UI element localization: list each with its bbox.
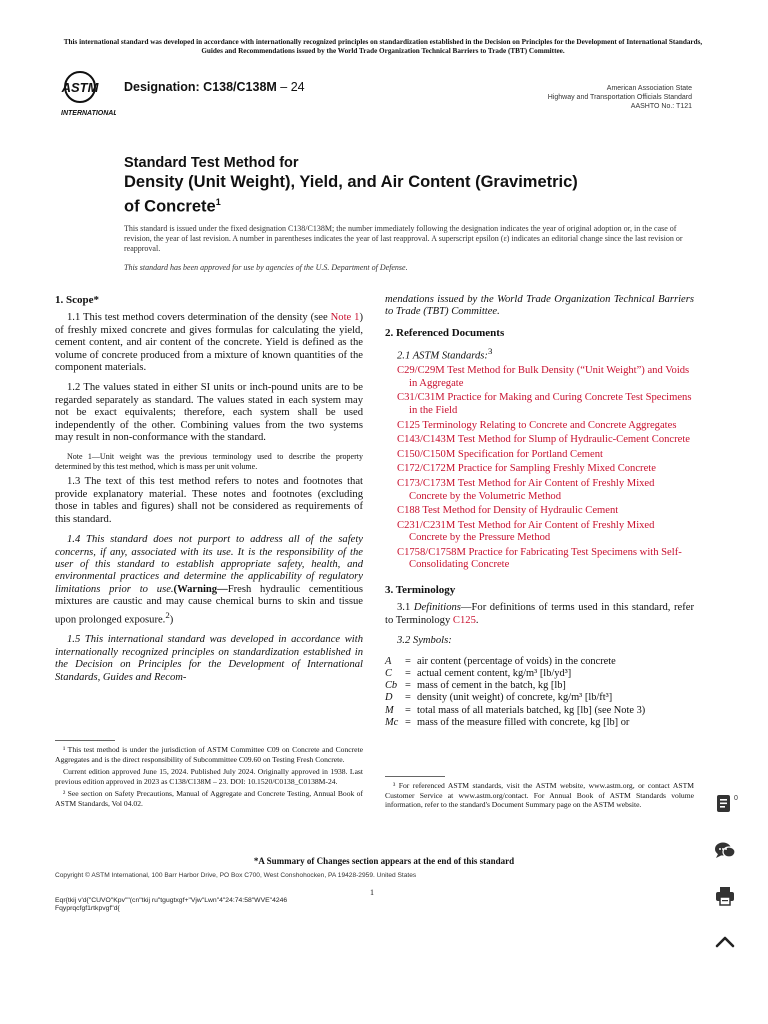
title-line-1: Standard Test Method for [124,155,299,171]
reference-code-link[interactable]: C172/C172M [397,463,456,475]
reference-title[interactable]: Test Method for Slump of Hydraulic-Cement Concrete [455,434,691,446]
symbol: Mc [385,716,399,728]
badge-count: 0 [734,795,738,802]
document-button[interactable] [711,790,739,818]
reference-item [385,505,694,518]
astm-logo [58,66,116,118]
symbol-definition: density (unit weight) of concrete, kg/m³ [lb/ft³] [417,692,613,704]
text: . [475,614,479,626]
reference-title[interactable]: Test Method for Density of Hydraulic Cement [419,505,619,517]
reference-code-link[interactable]: C173/C173M [397,477,456,489]
footnote-1-edition: Current edition approved June 15, 2024. Published July 2024. Originally approved in 1938. Last previous edition approved in 2023 as C138/C138M – 23. DOI: 10.1520/C0138_C0138M-24. [55,767,363,786]
title-line-2: Density (Unit Weight), Yield, and Air Content (Gravimetric) [124,173,578,191]
chat-icon [712,837,738,863]
summary-notice: *A Summary of Changes section appears at the end of this standard [253,856,515,866]
astm-standards-label [397,345,694,363]
reference-item [385,478,694,503]
designation-label: Designation: C138/C138M [124,80,277,94]
paragraph-1-5: 1.5 This international standard was developed in accordance with internationally recognized principles on standardization established in the Decision on Principles for the Development of International Standards, Guides and Recom- [55,634,363,683]
reference-title[interactable]: Specification for Portland Cement [455,448,603,460]
symbol-definition: mass of cement in the batch, kg [lb] [417,680,566,692]
designation [124,80,305,94]
footnote-2: ² See section on Safety Precautions, Manual of Aggregate and Concrete Testing, Annual Book of ASTM Standards, Vol 04.02. [55,789,363,808]
section-heading: 3. Terminology [385,584,456,597]
text: ) of freshly mixed concrete and gives formulas for calculating the yield, cement content, and air content of the concrete. Yield is defined as the volume of concrete produced from a mixture of known quantities of the component materials. [55,312,363,374]
paragraph-1-4 [55,534,363,626]
reference-item [385,520,694,545]
print-icon [712,883,738,909]
reference-title[interactable]: Test Method for Bulk Density (“Unit Weight”) and Voids in Aggregate [409,365,690,389]
note-1-link[interactable]: Note 1 [330,312,360,324]
symbol: C [385,667,392,679]
logo-subtext: INTERNATIONAL [61,110,116,117]
footnote-1: ¹ This test method is under the jurisdiction of ASTM Committee C09 on Concrete and Concrete Aggregates and is the direct responsibility of Subcommittee C09.60 on Testing Fresh Concrete. [55,745,363,764]
footnotes-right [385,776,694,813]
text: 1.1 This test method covers determination of the density (see [67,312,331,324]
print-button[interactable] [711,882,739,910]
symbol-definition: total mass of all materials batched, kg [lb] (see Note 3) [417,704,646,716]
footer-code-line: Fqyprqcfgf1rtkpvgf"d{ [55,905,120,912]
title-line-3: of Concrete [124,197,216,216]
equals-sign: = [405,680,411,692]
reference-title[interactable]: Practice for Making and Curing Concrete Test Specimens in the Field [409,392,692,416]
right-column [385,294,694,729]
warning-label: (Warning— [173,583,228,595]
footnote-divider [385,776,445,777]
text: 1.4 This standard does not purport to address all of the safety concerns, if any, associated with its use. It is the responsibility of the user of this standard to establish appropriate safety, health, and environmental practices and determine the applicability of regulatory limitations prior to use. [55,534,363,595]
text: 2.1 ASTM Standards: [397,350,488,362]
aashto-line: Highway and Transportation Officials Standard [547,94,692,101]
reference-title[interactable]: Terminology Relating to Concrete and Concrete Aggregates [419,419,677,431]
reference-item [385,449,694,462]
aashto-line: American Association State [606,85,692,92]
paragraph-3-2: 3.2 Symbols: [397,635,452,647]
symbol: Cb [385,680,398,692]
footnote-ref: 3 [487,346,493,357]
symbol-definition: actual cement content, kg/m³ [lb/yd³] [417,667,572,679]
reference-code-link[interactable]: C188 [397,505,420,517]
side-toolbar [710,790,740,956]
reference-code-link[interactable]: C231/C231M [397,519,456,531]
reference-code-link[interactable]: C31/C31M [397,392,445,404]
equals-sign: = [405,716,411,728]
chevron-up-icon [712,929,738,955]
reference-item [385,463,694,476]
equals-sign: = [405,655,411,667]
text: Definitions [413,602,461,614]
paragraph-1-1 [55,312,363,374]
reference-list [385,365,694,572]
reference-item [385,365,694,390]
scroll-up-button[interactable] [711,928,739,956]
reference-item [385,420,694,433]
symbol: D [385,692,393,704]
note-1: Note 1—Unit weight was the previous terminology used to describe the property determined by this test method, which is mass per unit volume. [55,452,363,472]
reference-code-link[interactable]: C143/C143M [397,434,456,446]
logo-text: ASTM [61,80,99,95]
reference-title[interactable]: Test Method for Air Content of Freshly Mixed Concrete by the Pressure Method [409,519,655,544]
reference-title[interactable]: Practice for Sampling Freshly Mixed Concrete [455,463,656,475]
footer-code-line: Eqr{tkij v'd{"CUVO"Kpv""(cn"tkij ru"tgugtxgf+"Vjw"Lwn"4"24:74:58"WVE"4246 [55,897,288,904]
header-notice: This international standard was developed in accordance with internationally recognized principles on standardization established in the Decision on Principles for the Development of International Standards, Guides and Recommendations issued by the World Trade Organization Technical Barriers to Trade (TBT) Committee. [63,38,703,55]
aashto-info [452,84,692,111]
designation-year: – 24 [276,80,305,94]
c125-link[interactable]: C125 [452,614,476,626]
page-number: 1 [370,888,374,897]
document-icon [712,791,738,817]
chat-button[interactable] [711,836,739,864]
paragraph-1-2: 1.2 The values stated in either SI units or inch-pound units are to be regarded separately as standard. The values stated in each system may not be exact equivalents; therefore, each system shall be used independently of the other. Combining values from the two systems may result in non-conformance with the standard. [55,382,363,444]
text: —For definitions of terms used in this standard, refer to Terminology [385,602,694,626]
symbol-definition: mass of the measure filled with concrete, kg [lb] or [417,716,630,728]
symbol-list [385,656,694,729]
aashto-line: AASHTO No.: T121 [630,103,692,110]
document-title [124,154,664,217]
reference-code-link[interactable]: C150/C150M [397,448,456,460]
reference-code-link[interactable]: C1758/C1758M [397,546,466,558]
footnote-ref: 2 [165,609,170,620]
text: 3.1 [397,602,414,614]
footnote-divider [55,740,115,741]
footnote-3: ³ For referenced ASTM standards, visit the ASTM website, www.astm.org, or contact ASTM Customer Service at www.astm.org/contact. For Annual Book of ASTM Standards volume information, refer to the standard's Document Summary page on the ASTM website. [385,781,694,810]
issued-statement: This standard is issued under the fixed designation C138/C138M; the number immediately following the designation indicates the year of original adoption or, in the case of revision, the year of last revision. A number in parentheses indicates the year of last reapproval. A superscript epsilon (ε) indicates an editorial change since the last revision or reapproval. [124,224,683,253]
section-heading: 1. Scope* [55,294,99,306]
reference-item [385,434,694,447]
reference-code-link[interactable]: C29/C29M [397,365,445,377]
paragraph-continuation: mendations issued by the World Trade Organization Technical Barriers to Trade (TBT) Committee. [385,294,694,318]
reference-title[interactable]: Practice for Fabricating Test Specimens with Self-Consolidating Concrete [409,546,682,571]
reference-code-link[interactable]: C125 [397,419,420,431]
title-footnote-ref: 1 [215,197,221,207]
footer-code [55,897,355,913]
equals-sign: = [405,704,411,716]
symbol-definition: air content (percentage of voids) in the concrete [417,655,616,667]
reference-item [385,392,694,417]
copyright: Copyright © ASTM International, 100 Barr Harbor Drive, PO Box C700, West Conshohocken, PA 19428-2959. United States [55,872,417,879]
symbol: M [385,704,394,716]
text: ) [169,614,174,626]
section-heading: 2. Referenced Documents [385,326,505,339]
reference-title[interactable]: Test Method for Air Content of Freshly Mixed Concrete by the Volumetric Method [409,477,655,502]
footnotes-left [55,740,363,812]
equals-sign: = [405,692,411,704]
approved-statement: This standard has been approved for use by agencies of the U.S. Department of Defense. [124,263,408,272]
paragraph-1-3: 1.3 The text of this test method refers to notes and footnotes that provide explanatory material. These notes and footnotes (excluding those in tables and figures) shall not be considered as requirements of this standard. [55,476,363,525]
equals-sign: = [405,667,411,679]
paragraph-3-1 [385,602,694,627]
symbol: A [385,655,392,667]
reference-item [385,547,694,572]
left-column [55,294,363,692]
text: Fresh hydraulic cementitious mixtures are caustic and may cause chemical burns to skin and tissue upon prolonged exposure. [55,583,363,626]
